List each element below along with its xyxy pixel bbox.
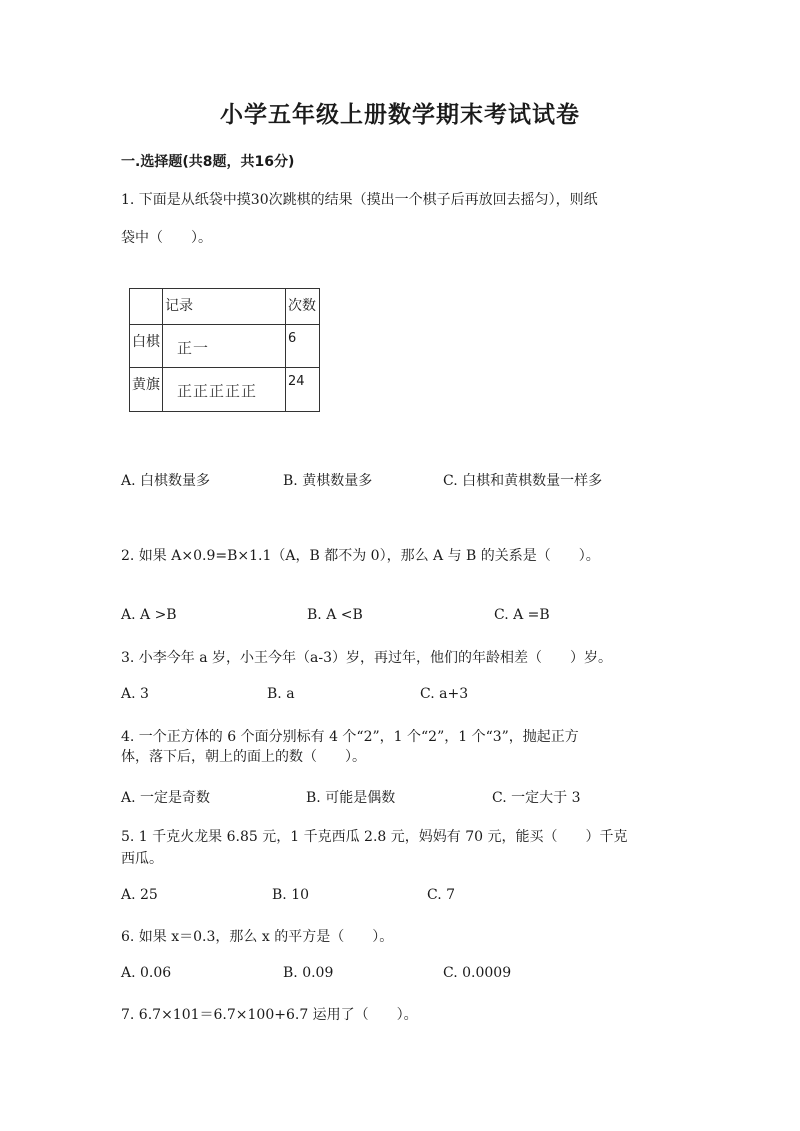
question-1-text-cont: 袋中（ ）。	[121, 230, 212, 246]
tally-marks: 正一	[177, 339, 210, 357]
option-a[interactable]: A. A >B	[121, 607, 177, 623]
option-b[interactable]: B. 10	[272, 887, 310, 903]
question-5-text: 5. 1 千克火龙果 6.85 元，1 千克西瓜 2.8 元，妈妈有 70 元，能买（ ）千克	[121, 829, 628, 845]
tally-marks: 正正正正正	[177, 382, 258, 400]
option-b[interactable]: B. a	[267, 686, 295, 702]
question-4-text-cont: 体，落下后，朝上的面上的数（ ）。	[121, 749, 366, 765]
table-header-cell	[130, 289, 163, 325]
table-header-cell: 次数	[286, 289, 320, 325]
table-cell: 白棋	[130, 325, 163, 368]
tally-cell	[163, 325, 286, 368]
option-b[interactable]: B. 黄棋数量多	[283, 473, 373, 489]
table-cell: 黄旗	[130, 368, 163, 412]
question-4-text: 4. 一个正方体的 6 个面分别标有 4 个“2”，1 个“2”，1 个“3”，抛起正方	[121, 729, 579, 745]
option-a[interactable]: A. 0.06	[121, 965, 172, 981]
table-row	[130, 368, 320, 412]
option-b[interactable]: B. 0.09	[283, 965, 334, 981]
option-c[interactable]: C. 一定大于 3	[492, 790, 581, 806]
page-title: 小学五年级上册数学期末考试试卷	[220, 102, 580, 128]
option-c[interactable]: C. 0.0009	[443, 965, 512, 981]
option-b[interactable]: B. A <B	[307, 607, 363, 623]
tally-cell	[163, 368, 286, 412]
option-a[interactable]: A. 3	[121, 686, 149, 702]
question-2-text: 2. 如果 A×0.9=B×1.1（A，B 都不为 0），那么 A 与 B 的关系是（ ）。	[121, 548, 600, 564]
table-row	[130, 289, 320, 325]
question-3-text: 3. 小李今年 a 岁，小王今年（a-3）岁，再过年，他们的年龄相差（ ）岁。	[121, 650, 613, 666]
option-c[interactable]: C. a+3	[420, 686, 469, 702]
option-b[interactable]: B. 可能是偶数	[306, 790, 396, 806]
option-c[interactable]: C. A =B	[494, 607, 550, 623]
option-a[interactable]: A. 一定是奇数	[121, 790, 211, 806]
table-row	[130, 325, 320, 368]
option-a[interactable]: A. 白棋数量多	[121, 473, 211, 489]
table-cell: 24	[286, 368, 320, 412]
option-a[interactable]: A. 25	[121, 887, 158, 903]
question-1-text: 1. 下面是从纸袋中摸30次跳棋的结果（摸出一个棋子后再放回去摇匀），则纸	[121, 192, 598, 208]
question-5-text-cont: 西瓜。	[121, 851, 163, 867]
section-header: 一.选择题(共8题，共16分)	[121, 154, 295, 170]
option-c[interactable]: C. 白棋和黄棋数量一样多	[443, 473, 603, 489]
option-c[interactable]: C. 7	[427, 887, 456, 903]
table-header-cell: 记录	[163, 289, 286, 325]
table-cell: 6	[286, 325, 320, 368]
question-6-text: 6. 如果 x＝0.3，那么 x 的平方是（ ）。	[121, 929, 394, 945]
tally-table	[129, 288, 320, 412]
question-7-text: 7. 6.7×101＝6.7×100+6.7 运用了（ ）。	[121, 1007, 418, 1023]
